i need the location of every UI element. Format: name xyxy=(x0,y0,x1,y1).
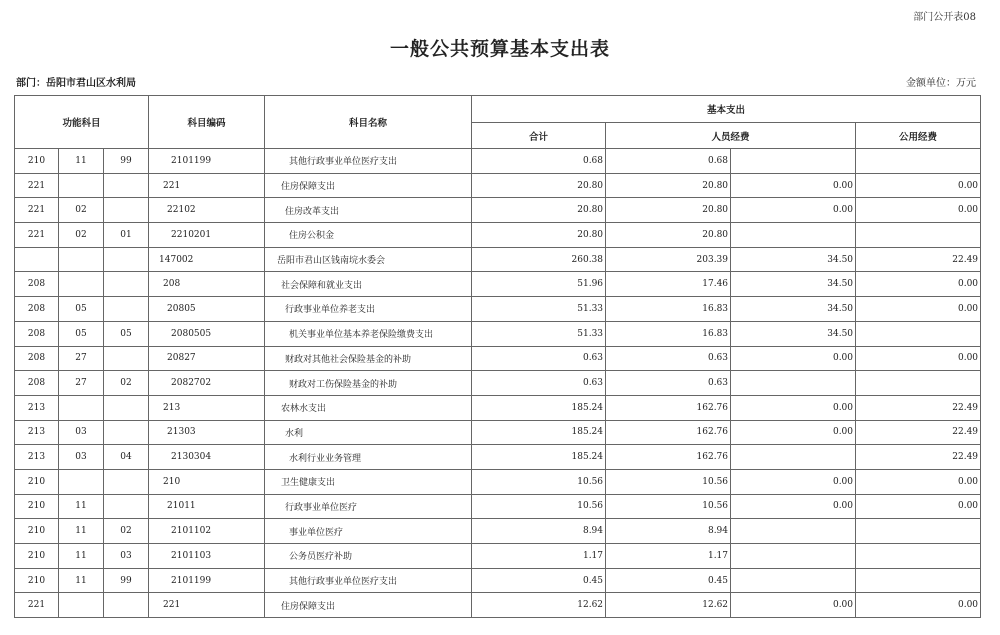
personnel-cost-cell: 0.68 xyxy=(606,149,731,174)
table-row xyxy=(15,420,981,445)
total-cell: 185.24 xyxy=(472,395,606,420)
public-cost-cell: 0.00 xyxy=(731,420,856,445)
subject-name-cell: 机关事业单位基本养老保险缴费支出 xyxy=(265,321,472,346)
subject-code-cell: 22102 xyxy=(149,198,265,223)
table-body xyxy=(15,149,981,618)
extra-cost-cell: 22.49 xyxy=(856,247,981,272)
subject-name-cell: 社会保障和就业支出 xyxy=(265,272,472,297)
func-class-cell: 210 xyxy=(15,149,59,174)
func-class-cell: 210 xyxy=(15,519,59,544)
func-class-cell: 208 xyxy=(15,346,59,371)
personnel-cost-cell: 1.17 xyxy=(606,544,731,569)
subject-code-cell: 2080505 xyxy=(149,321,265,346)
func-section-cell xyxy=(59,469,104,494)
budget-table xyxy=(14,95,981,618)
subject-code-cell: 20805 xyxy=(149,297,265,322)
func-class-cell: 221 xyxy=(15,223,59,248)
table-row xyxy=(15,247,981,272)
total-cell: 0.68 xyxy=(472,149,606,174)
subject-name-cell: 财政对其他社会保险基金的补助 xyxy=(265,346,472,371)
subject-name-cell: 财政对工伤保险基金的补助 xyxy=(265,371,472,396)
table-row xyxy=(15,371,981,396)
personnel-cost-cell: 162.76 xyxy=(606,395,731,420)
subject-name-cell: 水利 xyxy=(265,420,472,445)
func-item-cell xyxy=(104,420,149,445)
table-row xyxy=(15,346,981,371)
public-cost-cell: 34.50 xyxy=(731,297,856,322)
total-cell: 51.96 xyxy=(472,272,606,297)
func-item-cell: 01 xyxy=(104,223,149,248)
table-row xyxy=(15,321,981,346)
subject-code-cell: 210 xyxy=(149,469,265,494)
page-title: 一般公共预算基本支出表 xyxy=(389,38,610,60)
func-section-cell: 11 xyxy=(59,568,104,593)
personnel-cost-cell: 16.83 xyxy=(606,321,731,346)
subject-code-cell: 20827 xyxy=(149,346,265,371)
func-class-cell: 210 xyxy=(15,544,59,569)
extra-cost-cell: 0.00 xyxy=(856,593,981,618)
header-function-subject: 功能科目 xyxy=(15,96,149,149)
public-cost-cell xyxy=(731,544,856,569)
extra-cost-cell: 0.00 xyxy=(856,297,981,322)
func-class-cell: 221 xyxy=(15,198,59,223)
subject-code-cell: 21011 xyxy=(149,494,265,519)
table-row xyxy=(15,519,981,544)
subject-code-cell: 208 xyxy=(149,272,265,297)
header-public-cost: 公用经费 xyxy=(856,123,981,149)
subject-code-cell: 2101199 xyxy=(149,568,265,593)
func-class-cell: 213 xyxy=(15,395,59,420)
subject-name-cell: 卫生健康支出 xyxy=(265,469,472,494)
subject-name-cell: 行政事业单位养老支出 xyxy=(265,297,472,322)
total-cell: 0.63 xyxy=(472,371,606,396)
total-cell: 8.94 xyxy=(472,519,606,544)
personnel-cost-cell: 10.56 xyxy=(606,494,731,519)
func-section-cell xyxy=(59,272,104,297)
extra-cost-cell xyxy=(856,544,981,569)
func-class-cell: 213 xyxy=(15,420,59,445)
subject-name-cell: 住房公积金 xyxy=(265,223,472,248)
table-row xyxy=(15,445,981,470)
func-section-cell: 11 xyxy=(59,494,104,519)
func-class-cell: 208 xyxy=(15,371,59,396)
subject-name-cell: 其他行政事业单位医疗支出 xyxy=(265,568,472,593)
personnel-cost-cell: 0.45 xyxy=(606,568,731,593)
public-cost-cell xyxy=(731,371,856,396)
subject-name-cell: 住房保障支出 xyxy=(265,593,472,618)
func-class-cell xyxy=(15,247,59,272)
extra-cost-cell: 22.49 xyxy=(856,445,981,470)
subject-code-cell: 147002 xyxy=(149,247,265,272)
table-row xyxy=(15,272,981,297)
extra-cost-cell xyxy=(856,519,981,544)
table-row xyxy=(15,544,981,569)
func-item-cell: 03 xyxy=(104,544,149,569)
personnel-cost-cell: 16.83 xyxy=(606,297,731,322)
subject-code-cell: 2101103 xyxy=(149,544,265,569)
personnel-cost-cell: 20.80 xyxy=(606,173,731,198)
extra-cost-cell xyxy=(856,371,981,396)
func-section-cell xyxy=(59,247,104,272)
total-cell: 10.56 xyxy=(472,469,606,494)
func-section-cell: 11 xyxy=(59,519,104,544)
func-item-cell: 05 xyxy=(104,321,149,346)
subject-code-cell: 2082702 xyxy=(149,371,265,396)
public-cost-cell: 34.50 xyxy=(731,272,856,297)
table-row xyxy=(15,173,981,198)
func-section-cell: 03 xyxy=(59,420,104,445)
personnel-cost-cell: 8.94 xyxy=(606,519,731,544)
func-class-cell: 208 xyxy=(15,297,59,322)
personnel-cost-cell: 0.63 xyxy=(606,346,731,371)
subject-code-cell: 2101102 xyxy=(149,519,265,544)
table-number-tag: 部门公开表08 xyxy=(913,12,976,23)
amount-unit-label: 金额单位：万元 xyxy=(906,78,976,89)
total-cell: 1.17 xyxy=(472,544,606,569)
table-row xyxy=(15,469,981,494)
personnel-cost-cell: 17.46 xyxy=(606,272,731,297)
personnel-cost-cell: 162.76 xyxy=(606,420,731,445)
func-item-cell xyxy=(104,272,149,297)
table-row xyxy=(15,494,981,519)
func-item-cell xyxy=(104,198,149,223)
public-cost-cell: 0.00 xyxy=(731,469,856,494)
personnel-cost-cell: 20.80 xyxy=(606,198,731,223)
func-section-cell: 02 xyxy=(59,198,104,223)
func-item-cell xyxy=(104,469,149,494)
extra-cost-cell: 0.00 xyxy=(856,494,981,519)
func-class-cell: 210 xyxy=(15,568,59,593)
public-cost-cell xyxy=(731,568,856,593)
func-item-cell xyxy=(104,494,149,519)
total-cell: 0.63 xyxy=(472,346,606,371)
table-row xyxy=(15,149,981,174)
func-section-cell: 11 xyxy=(59,149,104,174)
total-cell: 20.80 xyxy=(472,173,606,198)
func-section-cell: 02 xyxy=(59,223,104,248)
func-section-cell: 05 xyxy=(59,297,104,322)
func-class-cell: 210 xyxy=(15,469,59,494)
extra-cost-cell: 0.00 xyxy=(856,198,981,223)
table-row xyxy=(15,395,981,420)
total-cell: 0.45 xyxy=(472,568,606,593)
public-cost-cell: 0.00 xyxy=(731,346,856,371)
header-personnel-cost: 人员经费 xyxy=(606,123,856,149)
func-section-cell xyxy=(59,395,104,420)
func-section-cell xyxy=(59,593,104,618)
subject-code-cell: 2130304 xyxy=(149,445,265,470)
table-row xyxy=(15,297,981,322)
subject-name-cell: 其他行政事业单位医疗支出 xyxy=(265,149,472,174)
func-class-cell: 213 xyxy=(15,445,59,470)
func-class-cell: 221 xyxy=(15,593,59,618)
public-cost-cell xyxy=(731,519,856,544)
subject-name-cell: 住房改革支出 xyxy=(265,198,472,223)
extra-cost-cell xyxy=(856,149,981,174)
func-item-cell: 99 xyxy=(104,149,149,174)
subject-name-cell: 公务员医疗补助 xyxy=(265,544,472,569)
func-item-cell xyxy=(104,247,149,272)
personnel-cost-cell: 20.80 xyxy=(606,223,731,248)
total-cell: 51.33 xyxy=(472,297,606,322)
extra-cost-cell: 0.00 xyxy=(856,272,981,297)
table-row xyxy=(15,223,981,248)
total-cell: 20.80 xyxy=(472,198,606,223)
personnel-cost-cell: 203.39 xyxy=(606,247,731,272)
public-cost-cell: 34.50 xyxy=(731,247,856,272)
func-item-cell: 02 xyxy=(104,519,149,544)
func-class-cell: 208 xyxy=(15,321,59,346)
public-cost-cell: 0.00 xyxy=(731,395,856,420)
total-cell: 20.80 xyxy=(472,223,606,248)
func-item-cell: 99 xyxy=(104,568,149,593)
personnel-cost-cell: 10.56 xyxy=(606,469,731,494)
func-class-cell: 208 xyxy=(15,272,59,297)
extra-cost-cell: 0.00 xyxy=(856,346,981,371)
table-row xyxy=(15,568,981,593)
subject-code-cell: 221 xyxy=(149,593,265,618)
func-item-cell xyxy=(104,395,149,420)
func-section-cell: 11 xyxy=(59,544,104,569)
extra-cost-cell: 22.49 xyxy=(856,395,981,420)
total-cell: 185.24 xyxy=(472,420,606,445)
public-cost-cell xyxy=(731,223,856,248)
total-cell: 12.62 xyxy=(472,593,606,618)
func-class-cell: 221 xyxy=(15,173,59,198)
total-cell: 185.24 xyxy=(472,445,606,470)
header-subject-name: 科目名称 xyxy=(265,96,472,149)
extra-cost-cell xyxy=(856,223,981,248)
extra-cost-cell xyxy=(856,568,981,593)
subject-name-cell: 水利行业业务管理 xyxy=(265,445,472,470)
func-section-cell: 27 xyxy=(59,371,104,396)
public-cost-cell: 34.50 xyxy=(731,321,856,346)
func-item-cell: 04 xyxy=(104,445,149,470)
subject-code-cell: 221 xyxy=(149,173,265,198)
extra-cost-cell: 0.00 xyxy=(856,469,981,494)
subject-code-cell: 2210201 xyxy=(149,223,265,248)
func-section-cell: 03 xyxy=(59,445,104,470)
subject-code-cell: 2101199 xyxy=(149,149,265,174)
subject-code-cell: 213 xyxy=(149,395,265,420)
func-item-cell xyxy=(104,593,149,618)
subject-name-cell: 岳阳市君山区钱南垸水委会 xyxy=(265,247,472,272)
header-basic-expenditure: 基本支出 xyxy=(472,96,981,123)
public-cost-cell: 0.00 xyxy=(731,173,856,198)
total-cell: 10.56 xyxy=(472,494,606,519)
func-section-cell xyxy=(59,173,104,198)
extra-cost-cell: 22.49 xyxy=(856,420,981,445)
personnel-cost-cell: 0.63 xyxy=(606,371,731,396)
public-cost-cell: 0.00 xyxy=(731,494,856,519)
func-class-cell: 210 xyxy=(15,494,59,519)
public-cost-cell xyxy=(731,149,856,174)
subject-name-cell: 事业单位医疗 xyxy=(265,519,472,544)
extra-cost-cell xyxy=(856,321,981,346)
public-cost-cell xyxy=(731,445,856,470)
table-row xyxy=(15,198,981,223)
personnel-cost-cell: 162.76 xyxy=(606,445,731,470)
func-item-cell xyxy=(104,346,149,371)
extra-cost-cell: 0.00 xyxy=(856,173,981,198)
personnel-cost-cell: 12.62 xyxy=(606,593,731,618)
func-item-cell xyxy=(104,173,149,198)
department-label: 部门：岳阳市君山区水利局 xyxy=(16,78,136,89)
subject-name-cell: 行政事业单位医疗 xyxy=(265,494,472,519)
table-row xyxy=(15,593,981,618)
total-cell: 260.38 xyxy=(472,247,606,272)
header-subject-code: 科目编码 xyxy=(149,96,265,149)
func-section-cell: 27 xyxy=(59,346,104,371)
subject-name-cell: 农林水支出 xyxy=(265,395,472,420)
func-section-cell: 05 xyxy=(59,321,104,346)
total-cell: 51.33 xyxy=(472,321,606,346)
func-item-cell: 02 xyxy=(104,371,149,396)
public-cost-cell: 0.00 xyxy=(731,593,856,618)
subject-code-cell: 21303 xyxy=(149,420,265,445)
public-cost-cell: 0.00 xyxy=(731,198,856,223)
subject-name-cell: 住房保障支出 xyxy=(265,173,472,198)
func-item-cell xyxy=(104,297,149,322)
header-total: 合计 xyxy=(472,123,606,149)
